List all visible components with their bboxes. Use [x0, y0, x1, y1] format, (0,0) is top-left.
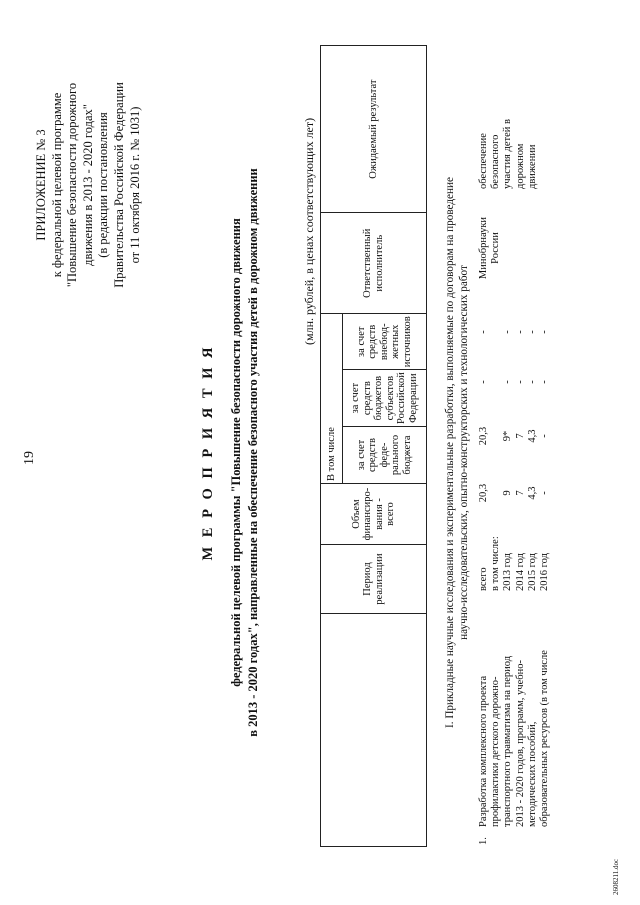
row-name-line: профилактики детского дорожно- [490, 676, 502, 827]
result-line: безопасного [490, 134, 502, 189]
header-name-cell [321, 614, 427, 847]
row-number: 1. [478, 837, 489, 845]
total-values [478, 465, 551, 521]
regional-value: - [502, 380, 514, 384]
federal-value: - [539, 434, 551, 438]
regional-value: - [539, 380, 551, 384]
period-value: 2015 год [526, 553, 538, 591]
document-title: М Е Р О П Р И Я Т И Я [200, 344, 216, 561]
row-name-line: методических пособий, [526, 721, 538, 827]
row-name-line: образовательных ресурсов (в том числе [539, 650, 551, 827]
period-value: всего [478, 567, 489, 591]
extra-value: - [526, 330, 538, 334]
federal-value: 7 [514, 433, 526, 439]
row-name-line: Разработка комплексного проекта [478, 675, 489, 827]
total-value: 7 [514, 490, 526, 496]
extra-value: - [514, 330, 526, 334]
header-responsible: Ответственный исполнитель [321, 213, 427, 314]
appendix-line: (в редакции постановления [96, 112, 111, 258]
page-number: 19 [22, 451, 37, 465]
period-value: в том числе: [490, 536, 502, 591]
total-value: 4,3 [526, 486, 538, 500]
regional-values [478, 359, 551, 405]
extra-value: - [502, 330, 514, 334]
federal-value [490, 411, 502, 461]
header-regional: за счет средств бюджетов субъектов Российской Федерации [343, 370, 427, 427]
total-value [490, 465, 502, 521]
section-title [444, 0, 471, 905]
total-value: - [539, 491, 551, 495]
header-period: Период реализации [321, 545, 427, 614]
period-value: 2013 год [502, 553, 514, 591]
regional-value: - [526, 380, 538, 384]
header-table [320, 45, 427, 847]
result-line: дорожном [514, 143, 526, 189]
federal-value: 4,3 [526, 429, 538, 443]
appendix-line: ПРИЛОЖЕНИЕ № 3 [34, 129, 48, 241]
result-line: движении [526, 144, 538, 189]
appendix-line: Правительства Российской Федерации [111, 82, 126, 288]
appendix-block [34, 25, 143, 345]
extra-values [478, 309, 551, 355]
subtitle-line: в 2013 - 2020 годах", направленные на обеспечение безопасного участия детей в дорожном движении [246, 168, 260, 737]
result-line: участия детей в [502, 119, 514, 189]
total-value: 9 [502, 490, 514, 496]
row-name [478, 595, 551, 845]
period-value: 2016 год [539, 553, 551, 591]
appendix-line: "Повышение безопасности дорожного [65, 82, 80, 288]
appendix-line: от 11 октября 2016 г. № 1031) [127, 106, 142, 264]
appendix-line: движения в 2013 - 2020 годах" [80, 104, 95, 266]
period-value: 2014 год [514, 553, 526, 591]
file-footer: 2608211.doc [612, 858, 620, 895]
responsible-line: Минобрнауки [478, 216, 489, 280]
subtitle-line: федеральной целевой программы "Повышение безопасности дорожного движения [229, 218, 243, 687]
extra-value: - [539, 330, 551, 334]
expected-result [478, 69, 539, 189]
extra-value [490, 309, 502, 355]
units-note: (млн. рублей, в ценах соответствующих лет) [302, 117, 316, 345]
header-federal: за счет средств феде- рального бюджета [343, 427, 427, 484]
federal-values [478, 411, 551, 461]
federal-value: 20,3 [478, 426, 489, 446]
row-periods [478, 525, 551, 591]
responsible-executor [478, 203, 502, 293]
appendix-line: к федеральной целевой программе [49, 92, 64, 278]
total-value: 20,3 [478, 483, 489, 503]
section-line: научно-исследовательских, опытно-конструкторских и технологических работ [457, 265, 470, 640]
document-subtitle [228, 0, 262, 905]
extra-value: - [478, 330, 489, 334]
row-name-line: 2013 - 2020 годов, программ, учебно- [514, 660, 526, 827]
section-line: I. Прикладные научные исследования и экспериментальные разработки, выполняемые по договорам на проведение [444, 177, 456, 728]
header-total: Объем финансиро- вания - всего [321, 484, 427, 545]
result-line: обеспечение [478, 133, 489, 189]
header-including: В том числе [321, 314, 343, 484]
regional-value: - [478, 380, 489, 384]
federal-value: 9* [502, 430, 514, 442]
regional-value [490, 359, 502, 405]
regional-value: - [514, 380, 526, 384]
responsible-line: России [490, 232, 502, 264]
header-result: Ожидаемый результат [321, 46, 427, 213]
header-extra: за счет средств внебюд- жетных источников [343, 314, 427, 370]
row-name-line: транспортного травматизма на период [502, 655, 514, 827]
